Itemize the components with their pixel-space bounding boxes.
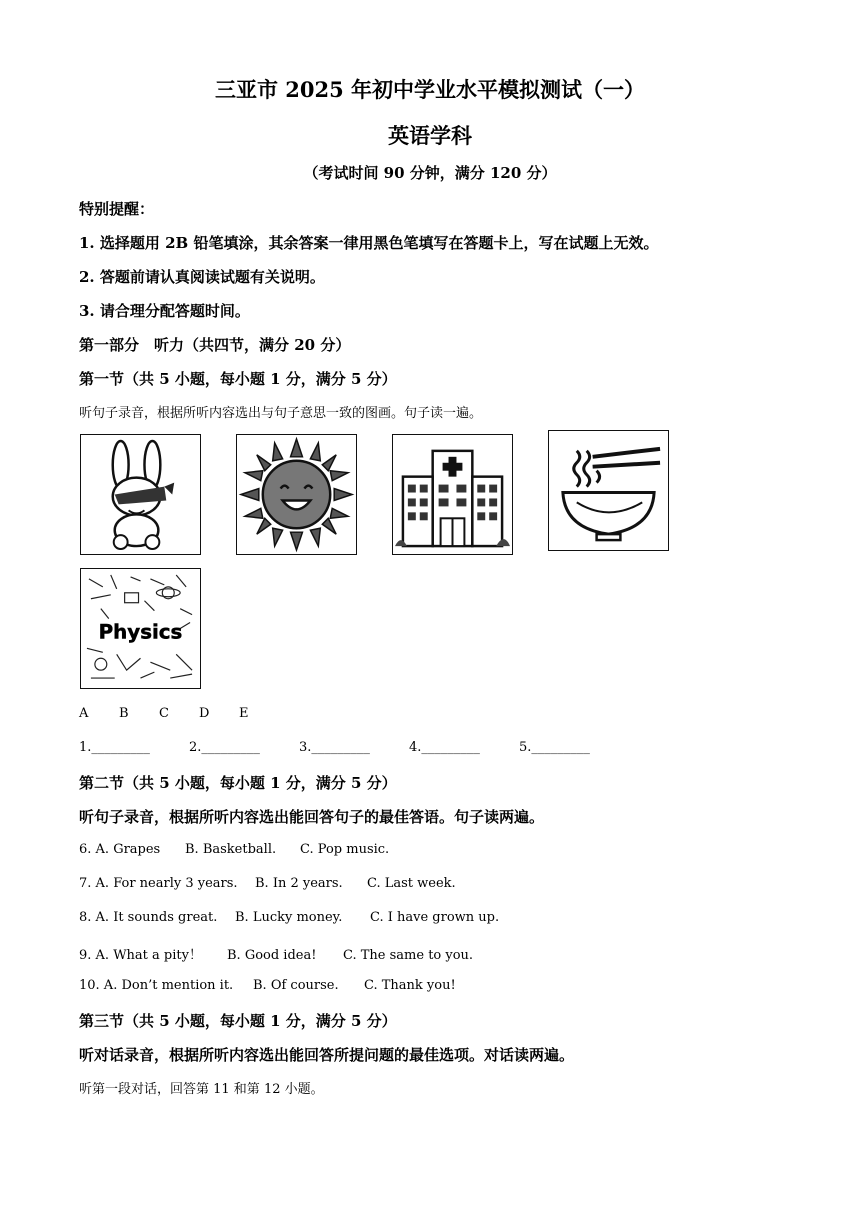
question-9 <box>79 944 473 963</box>
q7-option-b: B. In 2 years. <box>255 876 343 891</box>
q6-option-c: C. Pop music. <box>300 842 390 857</box>
letter-b: B <box>119 706 129 721</box>
q9-option-b: B. Good idea! <box>227 948 317 963</box>
answer-blank-5[interactable]: 5._________ <box>519 740 590 755</box>
answer-blank-2[interactable]: 2._________ <box>189 740 260 755</box>
q9-option-a: 9. A. What a pity！ <box>79 948 202 963</box>
exam-subject: 英语学科 <box>388 123 472 148</box>
q10-option-a: 10. A. Don’t mention it. <box>79 978 234 993</box>
letter-a: A <box>79 706 89 721</box>
physics-word: Physics <box>98 620 183 644</box>
notice-item-2: 2. 答题前请认真阅读试题有关说明。 <box>79 268 325 286</box>
question-10 <box>79 978 456 993</box>
letter-e: E <box>239 706 249 721</box>
sun-icon <box>237 435 356 554</box>
picture-d <box>548 430 669 551</box>
physics-icon <box>81 569 200 688</box>
notice-item-1: 1. 选择题用 2B 铅笔填涂，其余答案一律用黑色笔填写在答题卡上，写在试题上无效。 <box>79 234 659 252</box>
question-7 <box>79 876 456 891</box>
answer-blank-4[interactable]: 4._________ <box>409 740 480 755</box>
hospital-icon <box>393 435 512 554</box>
q7-option-a: 7. A. For nearly 3 years. <box>79 876 238 891</box>
rabbit-icon <box>81 435 200 554</box>
q6-option-b: B. Basketball. <box>185 842 277 857</box>
noodles-icon <box>549 431 668 550</box>
question-8 <box>79 910 499 925</box>
notice-item-3: 3. 请合理分配答题时间。 <box>79 302 250 320</box>
picture-a <box>80 434 201 555</box>
q9-option-c: C. The same to you. <box>343 948 474 963</box>
picture-letters <box>79 706 279 721</box>
section2-heading: 第二节（共 5 小题，每小题 1 分，满分 5 分） <box>79 774 397 792</box>
q6-option-a: 6. A. Grapes <box>79 842 161 857</box>
q8-option-a: 8. A. It sounds great. <box>79 910 218 925</box>
q8-option-b: B. Lucky money. <box>235 910 343 925</box>
exam-info: （考试时间 90 分钟，满分 120 分） <box>303 164 557 182</box>
part1-heading: 第一部分 听力（共四节，满分 20 分） <box>79 336 351 354</box>
letter-d: D <box>199 706 210 721</box>
section1-heading: 第一节（共 5 小题，每小题 1 分，满分 5 分） <box>79 370 397 388</box>
q8-option-c: C. I have grown up. <box>370 910 500 925</box>
picture-e <box>80 568 201 689</box>
q7-option-c: C. Last week. <box>367 876 456 891</box>
section3-sub-instruction: 听第一段对话，回答第 11 和第 12 小题。 <box>79 1082 324 1097</box>
answer-blanks <box>79 740 629 755</box>
answer-blank-1[interactable]: 1._________ <box>79 740 150 755</box>
q10-option-c: C. Thank you! <box>364 978 456 993</box>
section3-heading: 第三节（共 5 小题，每小题 1 分，满分 5 分） <box>79 1012 397 1030</box>
question-6 <box>79 842 389 857</box>
answer-blank-3[interactable]: 3._________ <box>299 740 370 755</box>
picture-c <box>392 434 513 555</box>
section1-instruction: 听句子录音，根据所听内容选出与句子意思一致的图画。句子读一遍。 <box>79 406 483 421</box>
picture-b <box>236 434 357 555</box>
notice-heading: 特别提醒： <box>79 200 155 218</box>
q10-option-b: B. Of course. <box>253 978 339 993</box>
letter-c: C <box>159 706 169 721</box>
section2-instruction: 听句子录音，根据所听内容选出能回答句子的最佳答语。句子读两遍。 <box>79 808 545 826</box>
section3-instruction: 听对话录音，根据所听内容选出能回答所提问题的最佳选项。对话读两遍。 <box>79 1046 575 1064</box>
exam-title: 三亚市 2025 年初中学业水平模拟测试（一） <box>214 77 646 102</box>
